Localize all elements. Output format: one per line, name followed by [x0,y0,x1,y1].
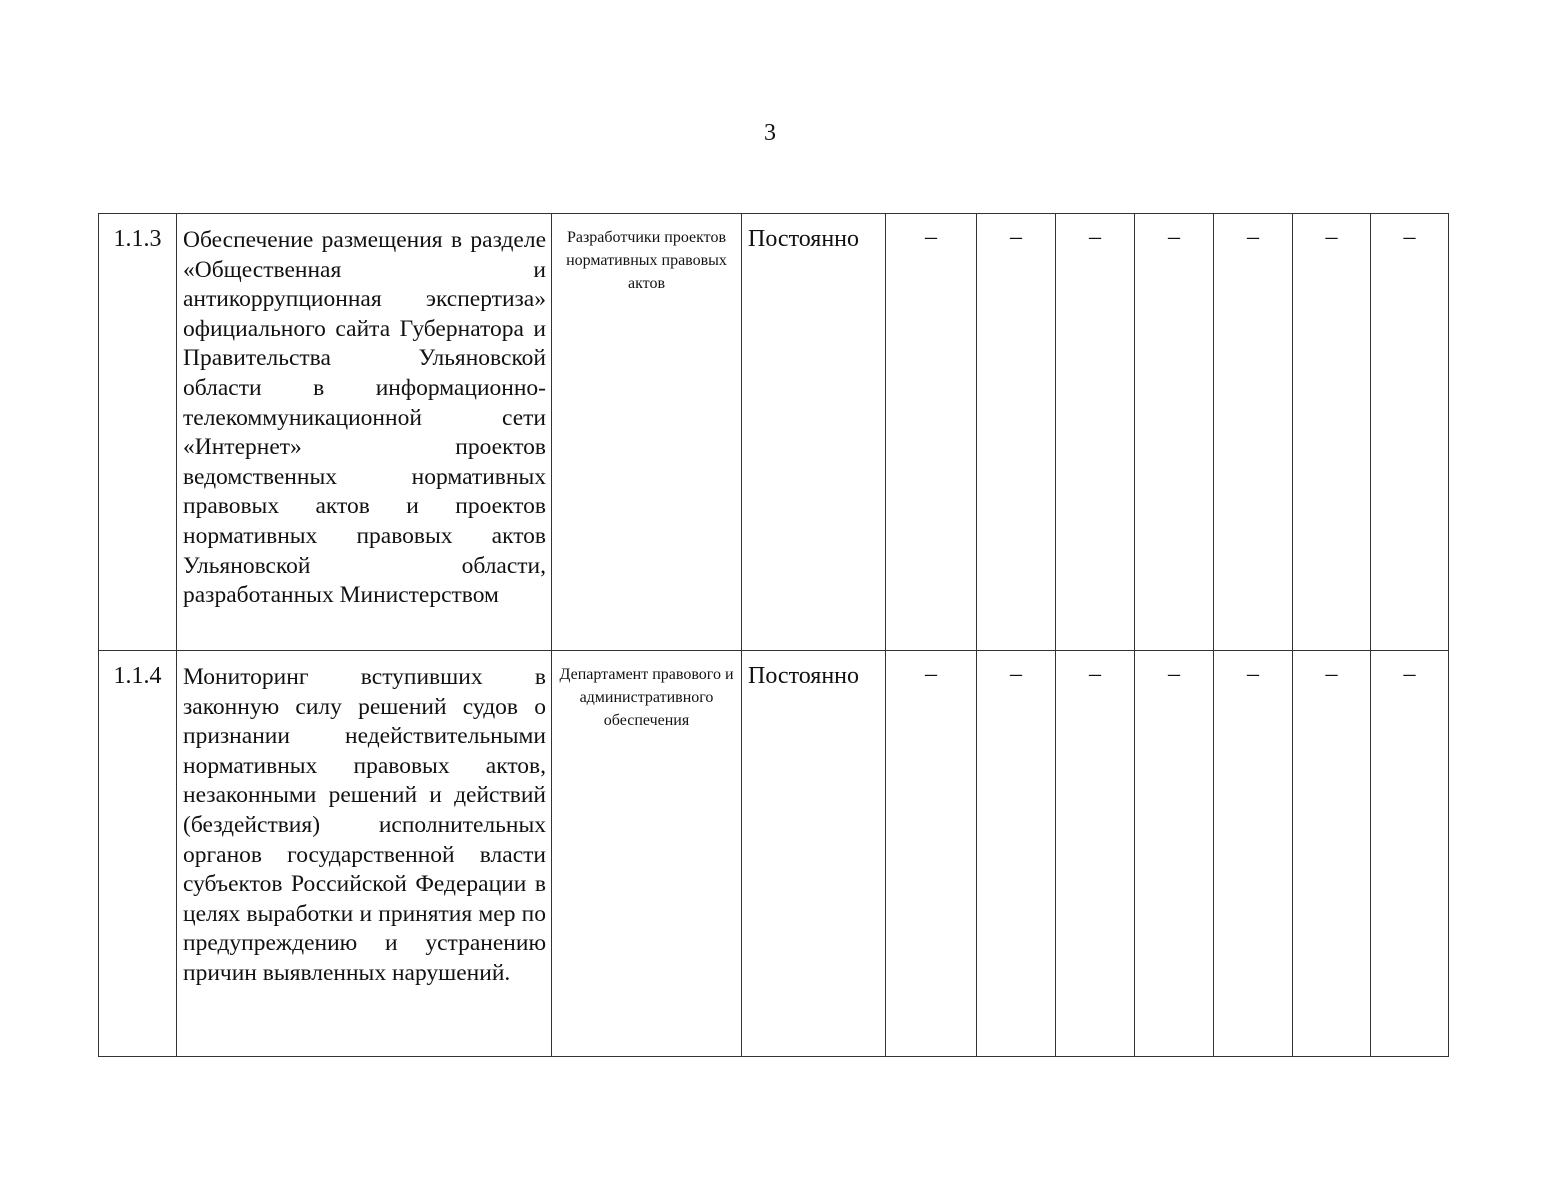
value-cell: – [886,651,977,1057]
value-cell: – [1056,214,1135,651]
value-cell: – [1135,214,1214,651]
row-number: 1.1.4 [99,651,177,1057]
table-row [99,214,1449,651]
measure-name: Мониторинг вступивших в законную силу решений судов о признании недействительными нормативных правовых актов, незаконными решений и действий (бездействия) исполнительных органов государственной власти субъектов Российской Федерации в целях выработки и принятия мер по предупреждению и устранению причин выявленных нарушений. [177,651,552,1057]
measures-table [98,213,1449,1057]
value-cell: – [1056,651,1135,1057]
value-cell: – [977,214,1056,651]
execution-term: Постоянно [742,214,886,651]
table-row [99,651,1449,1057]
value-cell: – [1214,651,1293,1057]
row-number: 1.1.3 [99,214,177,651]
execution-term: Постоянно [742,651,886,1057]
value-cell: – [1371,651,1449,1057]
value-cell: – [1371,214,1449,651]
value-cell: – [886,214,977,651]
value-cell: – [1135,651,1214,1057]
measure-name: Обеспечение размещения в разделе «Общественная и антикоррупционная экспертиза» официального сайта Губернатора и Правительства Ульяновской области в информационно-телекоммуникационной сети «Интернет» проектов ведомственных нормативных правовых актов и проектов нормативных правовых актов Ульяновской области, разработанных Министерством [177,214,552,651]
page-number: 3 [764,120,776,146]
value-cell: – [1293,651,1371,1057]
value-cell: – [977,651,1056,1057]
responsible-executor: Разработчики проектов нормативных правовых актов [552,214,742,651]
value-cell: – [1214,214,1293,651]
value-cell: – [1293,214,1371,651]
responsible-executor: Департамент правового и административного обеспечения [552,651,742,1057]
